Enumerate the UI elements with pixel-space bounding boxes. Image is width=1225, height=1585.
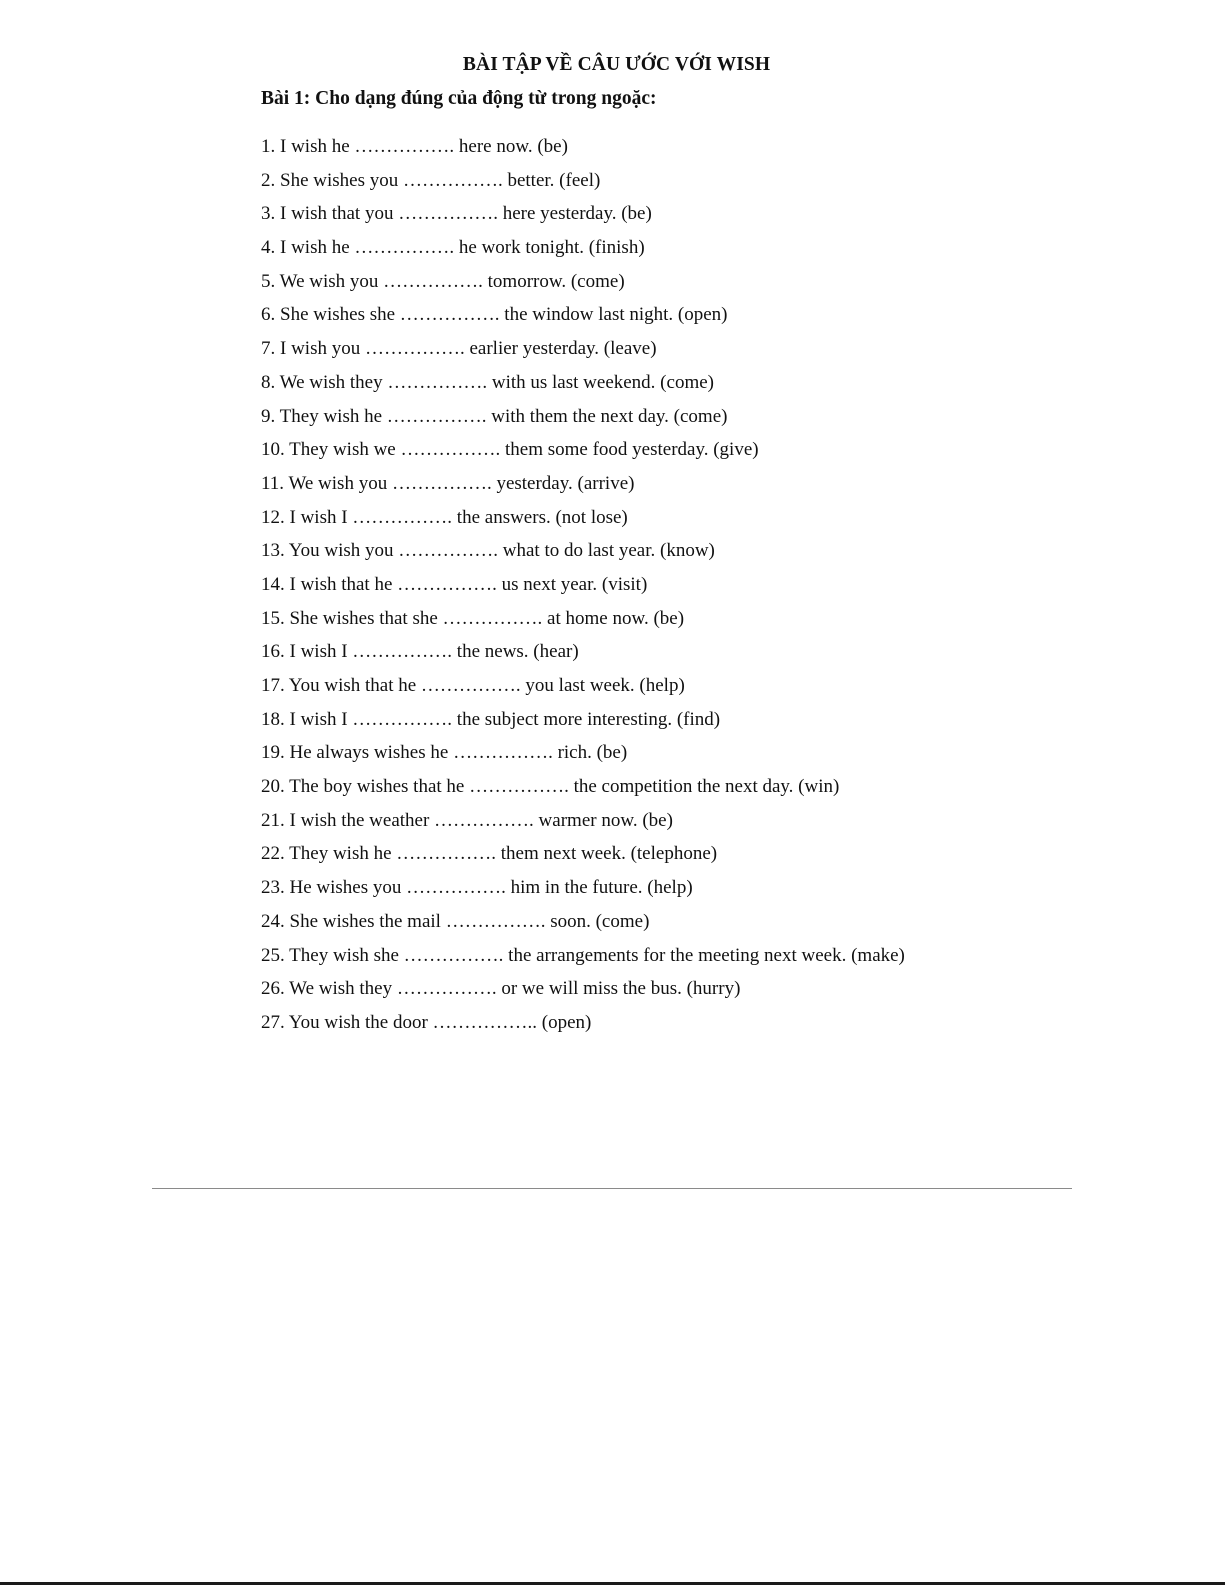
exercise-heading: Bài 1: Cho dạng đúng của động từ trong ngoặc:	[261, 88, 657, 109]
exercise-item-14: 14. I wish that he ……………. us next year. (visit)	[261, 573, 648, 595]
exercise-item-5: 5. We wish you ……………. tomorrow. (come)	[261, 270, 625, 292]
exercise-item-19: 19. He always wishes he ……………. rich. (be)	[261, 742, 628, 764]
exercise-item-4: 4. I wish he ……………. he work tonight. (finish)	[261, 237, 645, 259]
exercise-item-25: 25. They wish she ……………. the arrangements for the meeting next week. (make)	[261, 944, 905, 966]
exercise-item-17: 17. You wish that he ……………. you last week. (help)	[261, 675, 685, 696]
exercise-item-11: 11. We wish you ……………. yesterday. (arrive)	[261, 472, 635, 494]
exercise-item-18: 18. I wish I ……………. the subject more interesting. (find)	[261, 708, 721, 730]
exercise-list	[261, 130, 905, 1040]
exercise-item-27: 27. You wish the door …………….. (open)	[261, 1011, 592, 1033]
exercise-item-21: 21. I wish the weather ……………. warmer now. (be)	[261, 809, 673, 831]
exercise-item-2: 2. She wishes you ……………. better. (feel)	[261, 169, 601, 191]
document-title: BÀI TẬP VỀ CÂU ƯỚC VỚI WISH	[462, 54, 771, 75]
exercise-item-15: 15. She wishes that she ……………. at home now. (be)	[261, 607, 685, 629]
exercise-item-16: 16. I wish I ……………. the news. (hear)	[261, 641, 579, 663]
page-footer-divider	[152, 1188, 1072, 1189]
exercise-item-22: 22. They wish he ……………. them next week. (telephone)	[261, 843, 718, 865]
exercise-item-10: 10. They wish we ……………. them some food yesterday. (give)	[261, 439, 759, 461]
exercise-item-8: 8. We wish they ……………. with us last weekend. (come)	[261, 371, 714, 393]
exercise-item-23: 23. He wishes you ……………. him in the future. (help)	[261, 877, 693, 899]
exercise-item-26: 26. We wish they ……………. or we will miss the bus. (hurry)	[261, 978, 741, 1000]
exercise-item-1: 1. I wish he ……………. here now. (be)	[261, 136, 568, 157]
exercise-item-3: 3. I wish that you ……………. here yesterday. (be)	[261, 203, 652, 225]
exercise-item-12: 12. I wish I ……………. the answers. (not lose)	[261, 506, 628, 528]
exercise-item-9: 9. They wish he ……………. with them the next day. (come)	[261, 405, 728, 427]
exercise-item-6: 6. She wishes she ……………. the window last night. (open)	[261, 304, 728, 326]
exercise-item-24: 24. She wishes the mail ……………. soon. (come)	[261, 910, 650, 932]
exercise-item-13: 13. You wish you ……………. what to do last year. (know)	[261, 540, 715, 562]
exercise-item-7: 7. I wish you ……………. earlier yesterday. (leave)	[261, 338, 657, 360]
exercise-item-20: 20. The boy wishes that he ……………. the competition the next day. (win)	[261, 776, 840, 798]
